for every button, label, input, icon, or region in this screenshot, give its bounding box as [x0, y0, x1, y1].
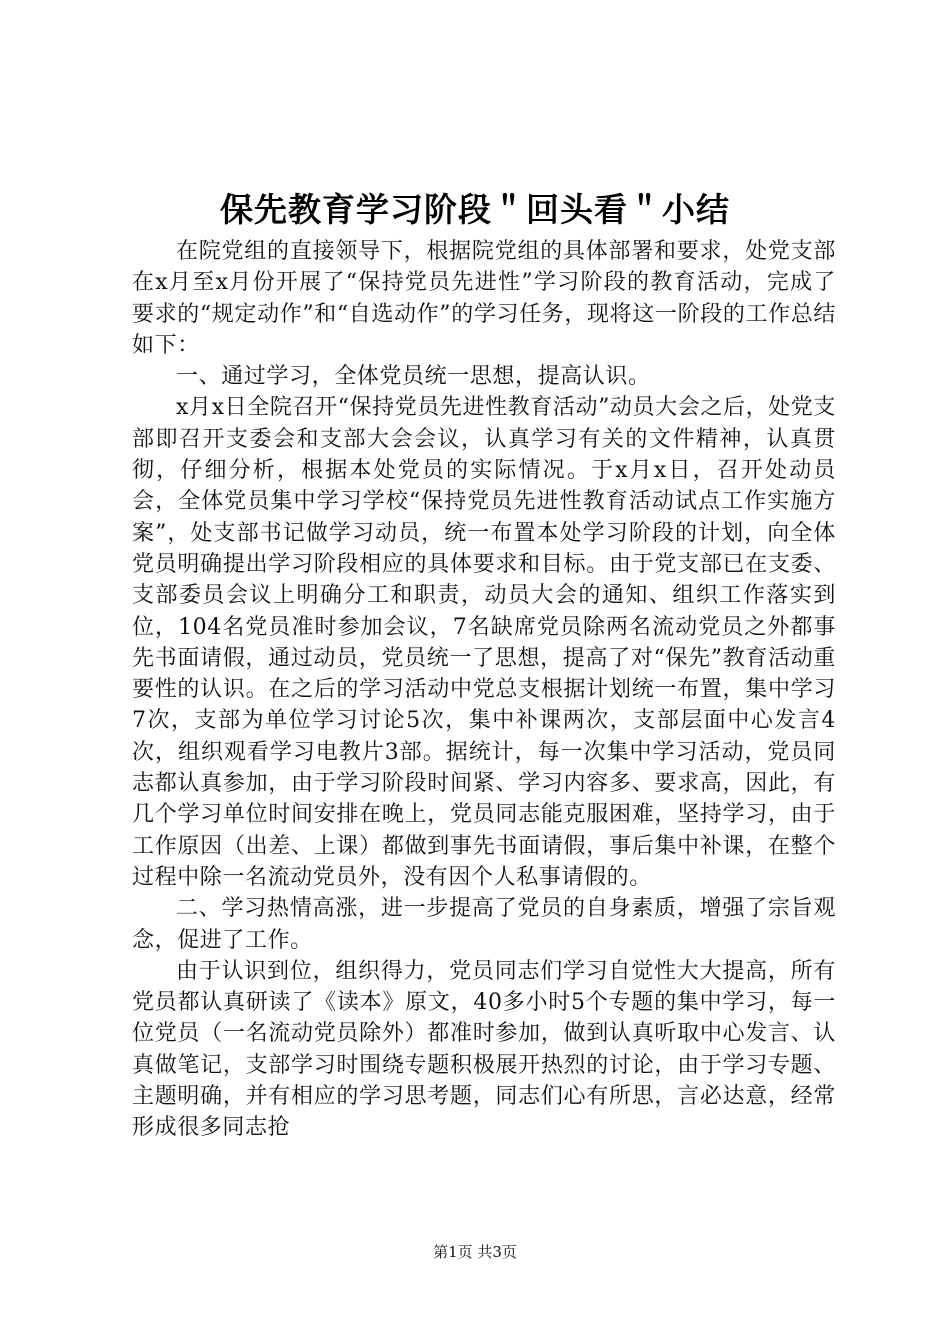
- section-heading-1: 一、通过学习，全体党员统一思想，提高认识。: [176, 364, 651, 390]
- paragraph-section-1: x月x日全院召开“保持党员先进性教育活动”动员大会之后，处党支部即召开支委会和支部大会会议，认真学习有关的文件精神，认真贯彻，仔细分析，根据本处党员的实际情况。于x月x日，召开处动员会，全体党员集中学习学校“保持党员先进性教育活动试点工作实施方案”，处支部书记做学习动员，统一布置本处学习阶段的计划，向全体党员明确提出学习阶段相应的具体要求和目标。由于党支部已在支委、支部委员会议上明确分工和职责，动员大会的通知、组织工作落实到位，104名党员准时参加会议，7名缺席党员除两名流动党员之外都事先书面请假，通过动员，党员统一了思想，提高了对“保先”教育活动重要性的认识。在之后的学习活动中党总支根据计划统一布置，集中学习7次，支部为单位学习讨论5次，集中补课两次，支部层面中心发言4次，组织观看学习电教片3部。据统计，每一次集中学习活动，党员同志都认真参加，由于学习阶段时间紧、学习内容多、要求高，因此，有几个学习单位时间安排在晚上，党员同志能克服困难，坚持学习，由于工作原因（出差、上课）都做到事先书面请假，事后集中补课，在整个过程中除一名流动党员外，没有因个人私事请假的。: [132, 395, 836, 890]
- section-heading-2: 二、学习热情高涨，进一步提高了党员的自身素质，增强了宗旨观念，促进了工作。: [132, 896, 836, 953]
- page-number-footer: 第1页 共3页: [433, 1243, 517, 1261]
- document-body: [132, 236, 836, 1144]
- document-title: 保先教育学习阶段＂回头看＂小结: [220, 190, 730, 229]
- paragraph-intro: 在院党组的直接领导下，根据院党组的具体部署和要求，处党支部在x月至x月份开展了“保持党员先进性”学习阶段的教育活动，完成了要求的“规定动作”和“自选动作”的学习任务，现将这一阶段的工作总结如下：: [132, 239, 836, 358]
- paragraph-section-2: 由于认识到位，组织得力，党员同志们学习自觉性大大提高，所有党员都认真研读了《读本》原文，40多小时5个专题的集中学习，每一位党员（一名流动党员除外）都准时参加，做到认真听取中心发言、认真做笔记，支部学习时围绕专题积极展开热烈的讨论，由于学习专题、主题明确，并有相应的学习思考题，同志们心有所思，言必达意，经常形成很多同志抢: [132, 958, 836, 1141]
